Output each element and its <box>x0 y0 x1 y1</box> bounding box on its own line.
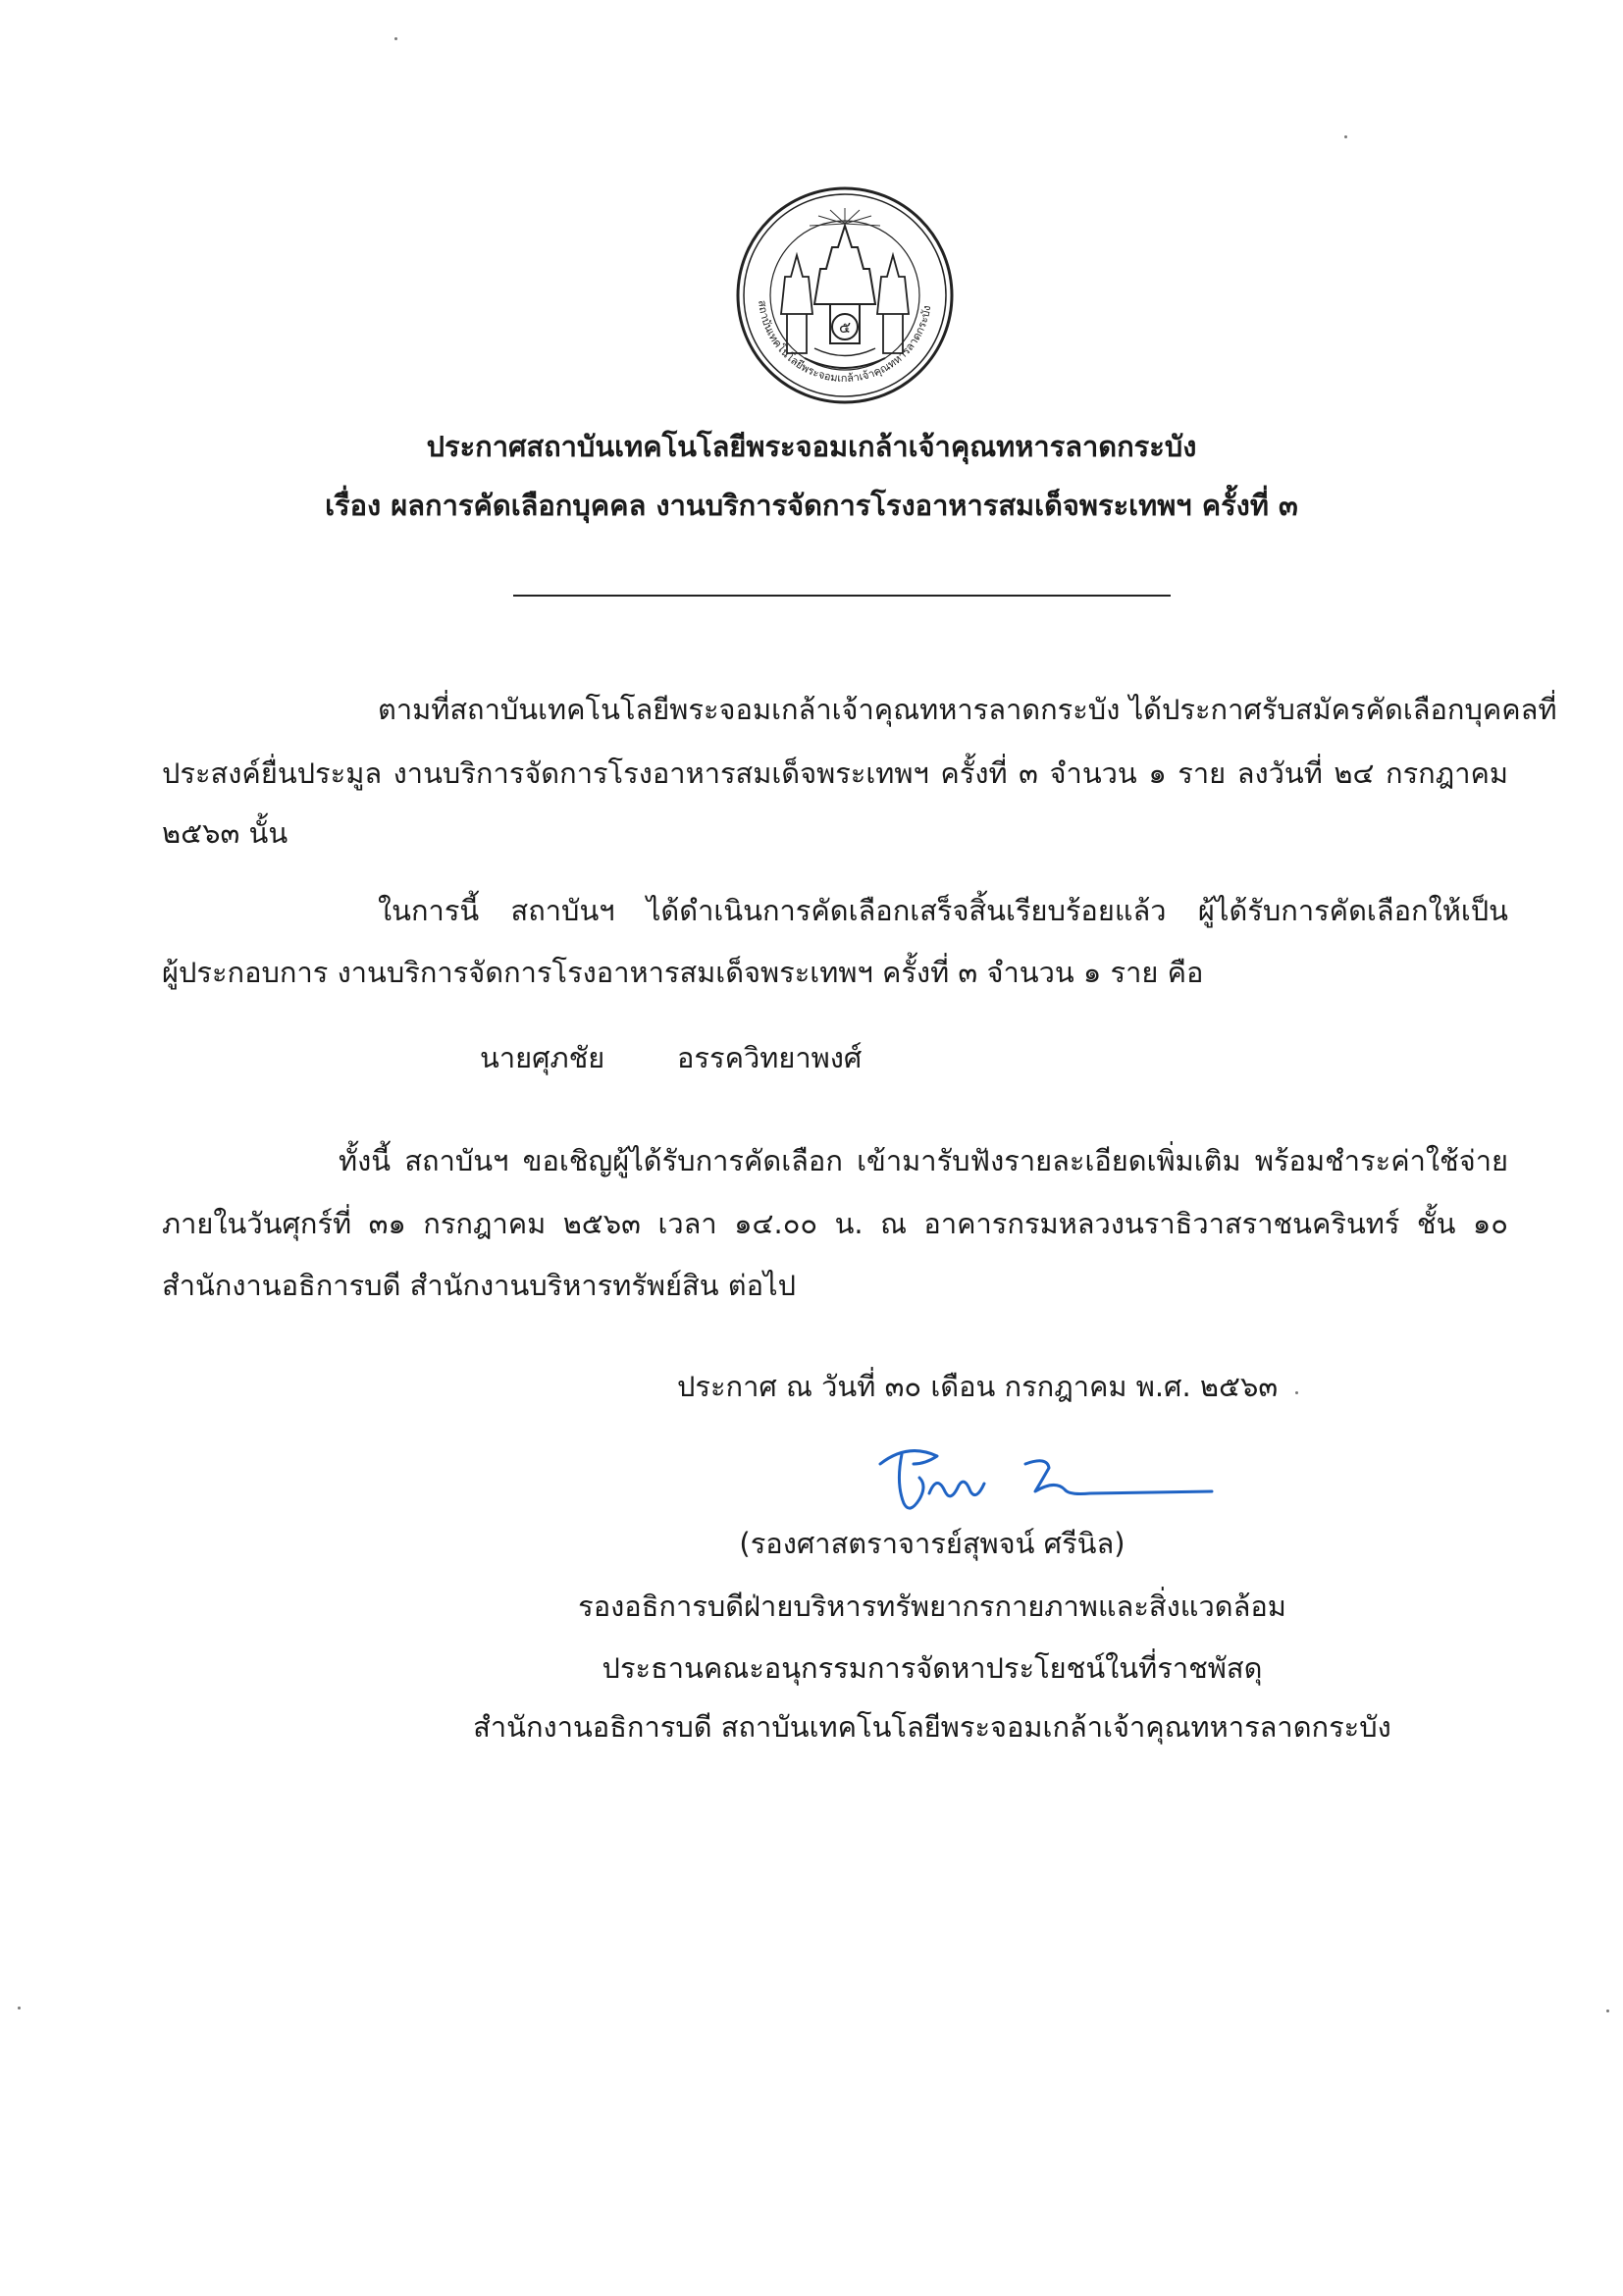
signer-title-3: สำนักงานอธิการบดี สถาบันเทคโนโลยีพระจอมเกล้าเจ้าคุณทหารลาดกระบัง <box>473 1710 1391 1744</box>
paragraph-1-line-2: ประสงค์ยื่นประมูล งานบริการจัดการโรงอาหารสมเด็จพระเทพฯ ครั้งที่ ๓ จำนวน ๑ ราย ลงวันที่ ๒๔ กรกฎาคม <box>162 757 1508 790</box>
selected-person-last-name: อรรควิทยาพงศ์ <box>677 1041 863 1074</box>
seal-ring-text: สถาบันเทคโนโลยีพระจอมเกล้าเจ้าคุณทหารลาดกระบัง <box>756 299 934 386</box>
announcement-title: ประกาศสถาบันเทคโนโลยีพระจอมเกล้าเจ้าคุณทหารลาดกระบัง <box>426 430 1197 463</box>
signer-title-2: ประธานคณะอนุกรรมการจัดหาประโยชน์ในที่ราชพัสดุ <box>602 1651 1263 1685</box>
scan-speck <box>1344 135 1347 138</box>
paragraph-2-line-2: ผู้ประกอบการ งานบริการจัดการโรงอาหารสมเด็จพระเทพฯ ครั้งที่ ๓ จำนวน ๑ ราย คือ <box>162 956 1204 989</box>
seal-emblem-numeral: ๕ <box>838 318 852 337</box>
signer-name: (รองศาสตราจารย์สุพจน์ ศรีนิล) <box>739 1527 1126 1560</box>
paragraph-3-line-3: สำนักงานอธิการบดี สำนักงานบริหารทรัพย์สิน ต่อไป <box>162 1269 797 1302</box>
svg-text:สถาบันเทคโนโลยีพระจอมเกล้าเจ้า <box>756 299 933 385</box>
handwritten-signature <box>868 1435 1222 1523</box>
title-divider <box>513 595 1171 597</box>
announcement-date: ประกาศ ณ วันที่ ๓๐ เดือน กรกฎาคม พ.ศ. ๒๕๖๓ <box>677 1370 1279 1403</box>
paragraph-1-line-3: ๒๕๖๓ นั้น <box>162 816 288 850</box>
paragraph-2-line-1: ในการนี้ สถาบันฯ ได้ดำเนินการคัดเลือกเสร็จสิ้นเรียบร้อยแล้ว ผู้ได้รับการคัดเลือกให้เป็น <box>378 894 1508 927</box>
paragraph-3-line-2: ภายในวันศุกร์ที่ ๓๑ กรกฎาคม ๒๕๖๓ เวลา ๑๔.๐๐ น. ณ อาคารกรมหลวงนราธิวาสราชนครินทร์ ชั้น ๑๐ <box>162 1207 1508 1240</box>
scan-speck <box>394 37 397 40</box>
scan-speck <box>18 2007 21 2009</box>
scan-speck <box>1295 1391 1298 1394</box>
announcement-subject: เรื่อง ผลการคัดเลือกบุคคล งานบริการจัดการโรงอาหารสมเด็จพระเทพฯ ครั้งที่ ๓ <box>325 489 1298 522</box>
selected-person-first-name: นายศุภชัย <box>480 1041 605 1074</box>
paragraph-1-line-1: ตามที่สถาบันเทคโนโลยีพระจอมเกล้าเจ้าคุณทหารลาดกระบัง ได้ประกาศรับสมัครคัดเลือกบุคคลที่ <box>378 693 1557 726</box>
paragraph-3-line-1: ทั้งนี้ สถาบันฯ ขอเชิญผู้ได้รับการคัดเลือก เข้ามารับฟังรายละเอียดเพิ่มเติม พร้อมชำระค่าใช้จ่าย <box>339 1144 1508 1177</box>
institute-seal-logo <box>736 186 954 404</box>
scan-speck <box>1606 2009 1609 2012</box>
signer-title-1: รองอธิการบดีฝ่ายบริหารทรัพยากรกายภาพและสิ่งแวดล้อม <box>578 1590 1286 1623</box>
